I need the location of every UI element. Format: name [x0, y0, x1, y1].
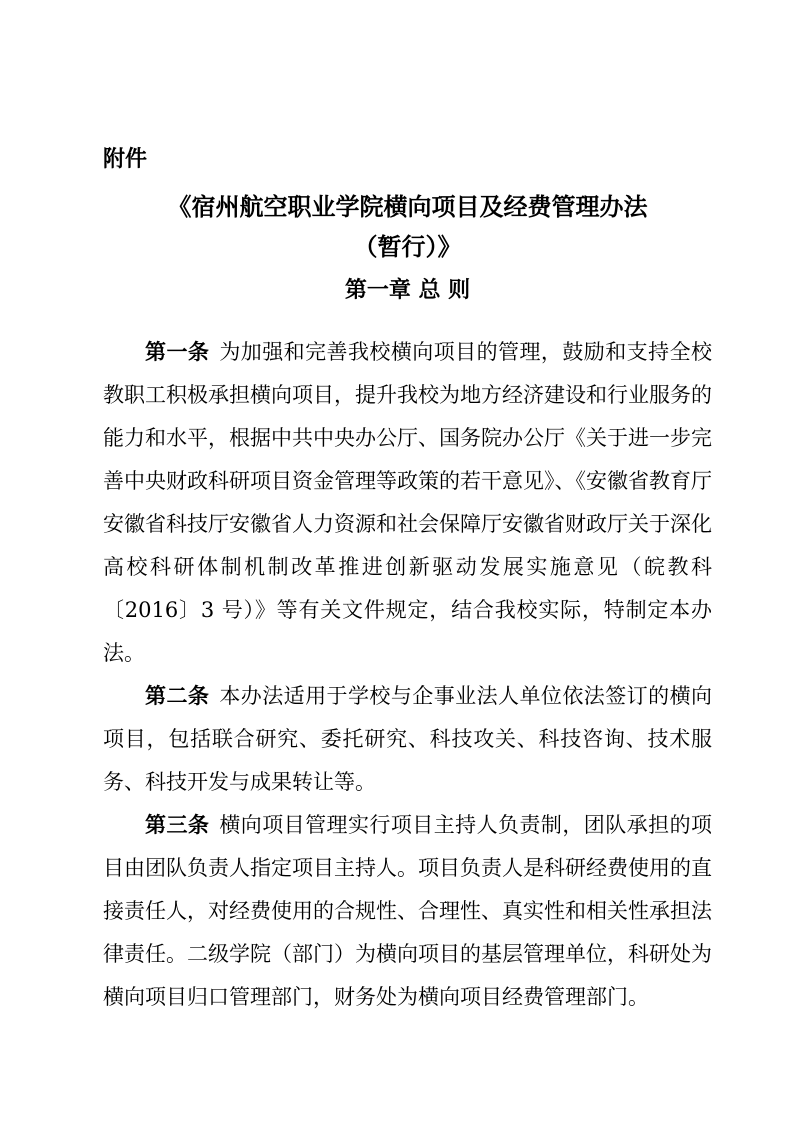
article-2-label: 第二条: [145, 684, 210, 708]
article-2-text: 本办法适用于学校与企事业法人单位依法签订的横向项目，包括联合研究、委托研究、科技攻关、科技咨询、技术服务、科技开发与成果转让等。: [103, 684, 713, 794]
article-1-text: 为加强和完善我校横向项目的管理，鼓励和支持全校教职工积极承担横向项目，提升我校为地方经济建设和行业服务的能力和水平，根据中共中央办公厅、国务院办公厅《关于进一步完善中央财政科研项目资金管理等政策的若干意见》、《安徽省教育厅安徽省科技厅安徽省人力资源和社会保障厅安徽省财政厅关于深化高校科研体制机制改革推进创新驱动发展实施意见（皖教科〔2016〕3 号）》等有关文件规定，结合我校实际，特制定本办法。: [103, 340, 713, 665]
article-3-text: 横向项目管理实行项目主持人负责制，团队承担的项目由团队负责人指定项目主持人。项目负责人是科研经费使用的直接责任人，对经费使用的合规性、合理性、真实性和相关性承担法律责任。二级学院（部门）为横向项目的基层管理单位，科研处为横向项目归口管理部门，财务处为横向项目经费管理部门。: [103, 813, 713, 1009]
article-paragraph-3: [103, 804, 712, 1019]
chapter-heading: 第一章 总 则: [344, 278, 471, 303]
document-title: [103, 187, 712, 267]
document-title-line1: 《宿州航空职业学院横向项目及经费管理办法: [167, 193, 648, 221]
attachment-label: 附件: [103, 147, 148, 172]
document-body: [103, 331, 712, 1019]
article-paragraph-1: [103, 331, 712, 675]
document-title-line2: （暂行）》: [353, 233, 462, 261]
article-1-label: 第一条: [145, 340, 210, 364]
article-3-label: 第三条: [145, 813, 210, 837]
article-paragraph-2: [103, 675, 712, 804]
